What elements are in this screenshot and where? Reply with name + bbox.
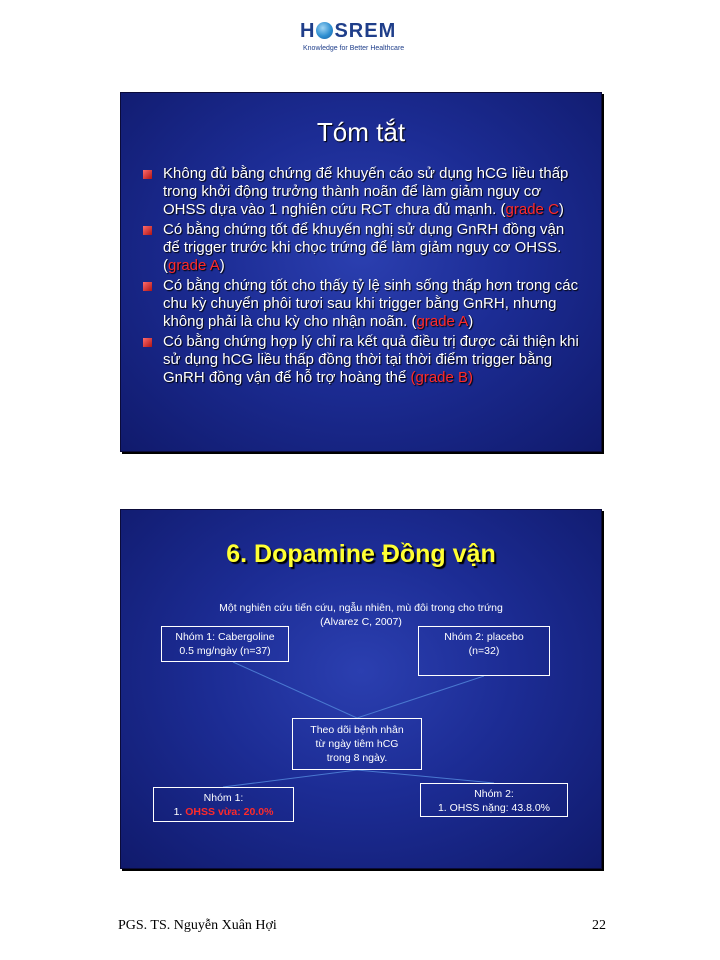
study-line: Một nghiên cứu tiến cứu, ngẫu nhiên, mù đôi trong cho trứng — [219, 602, 503, 614]
group1-dose: 0.5 mg/ngày (n=37) — [179, 645, 271, 657]
study-description — [161, 601, 561, 629]
bullet-text: Có bằng chứng hợp lý chỉ ra kết quả điều trị được cải thiện khi sử dụng hCG liều thấp đồng thời tại thời điểm trigger bằng GnRH đồng vận để hỗ trợ hoàng thể — [163, 333, 579, 386]
grade-label: (grade B) — [410, 369, 474, 386]
group2-box — [418, 626, 550, 676]
result1-highlight: OHSS vừa: 20.0% — [185, 806, 274, 818]
bullet-square-icon — [143, 170, 152, 179]
group1-label: Nhóm 1: Cabergoline — [175, 631, 275, 643]
result2-outcome: 1. OHSS nặng: 43.8.0% — [437, 802, 551, 814]
connector-line — [223, 770, 357, 787]
logo-letters-srem: SREM — [334, 20, 397, 42]
result1-outcome — [154, 805, 293, 819]
group1-box — [161, 626, 289, 662]
bullet-tail: ) — [468, 313, 474, 330]
monitor-line: từ ngày tiêm hCG — [315, 738, 399, 750]
connector-line — [357, 676, 484, 718]
slide-title: Tóm tắt — [316, 117, 406, 147]
study-citation: (Alvarez C, 2007) — [320, 616, 402, 628]
result2-box — [420, 783, 568, 817]
group2-label: Nhóm 2: placebo — [444, 631, 524, 643]
slide-title: 6. Dopamine Đồng vận — [226, 540, 496, 568]
grade-label: grade C — [505, 201, 559, 218]
bullet-item — [143, 165, 583, 219]
result1-label: Nhóm 1: — [203, 792, 244, 804]
bullet-text: Có bằng chứng tốt cho thấy tỷ lệ sinh sống thấp hơn trong các chu kỳ chuyển phôi tươi sau khi trigger bằng GnRH, nhưng không phải là chu kỳ cho nhận noãn. ( — [163, 277, 579, 330]
result1-box — [153, 787, 294, 822]
slide-dopamine — [120, 509, 602, 869]
page-number: 22 — [592, 918, 606, 933]
bullet-tail: ) — [219, 257, 225, 274]
logo-tagline: Knowledge for Better Healthcare — [303, 45, 405, 52]
hosrem-logo — [300, 20, 420, 60]
bullet-square-icon — [143, 338, 152, 347]
bullet-text: Không đủ bằng chứng để khuyến cáo sử dụng hCG liều thấp trong khởi động trưởng thành noãn để làm giảm nguy cơ OHSS dựa vào 1 nghiên cứu RCT chưa đủ mạnh. ( — [163, 165, 569, 218]
footer-author: PGS. TS. Nguyễn Xuân Hợi — [118, 918, 277, 933]
monitoring-box — [292, 718, 422, 770]
bullet-square-icon — [143, 226, 152, 235]
bullet-item — [143, 221, 583, 275]
monitor-line: Theo dõi bệnh nhân — [310, 724, 404, 736]
slide-summary — [120, 92, 602, 452]
connector-line — [357, 770, 494, 783]
logo-wordmark — [300, 20, 410, 42]
bullet-list — [143, 165, 583, 389]
globe-icon — [316, 22, 333, 39]
result2-label: Nhóm 2: — [474, 788, 514, 800]
monitor-line: trong 8 ngày. — [326, 752, 388, 764]
grade-label: grade A — [168, 257, 220, 274]
bullet-square-icon — [143, 282, 152, 291]
bullet-tail: ) — [558, 201, 564, 218]
group2-count: (n=32) — [468, 645, 500, 657]
connector-line — [233, 662, 357, 718]
logo-letter-h: H — [300, 20, 316, 42]
grade-label: grade A — [416, 313, 469, 330]
result1-prefix: 1. — [173, 806, 186, 818]
bullet-item — [143, 333, 583, 387]
bullet-item — [143, 277, 583, 331]
bullet-text: Có bằng chứng tốt để khuyến nghị sử dụng GnRH đồng vận để trigger trước khi chọc trứng để làm giảm nguy cơ OHSS. ( — [163, 221, 565, 274]
